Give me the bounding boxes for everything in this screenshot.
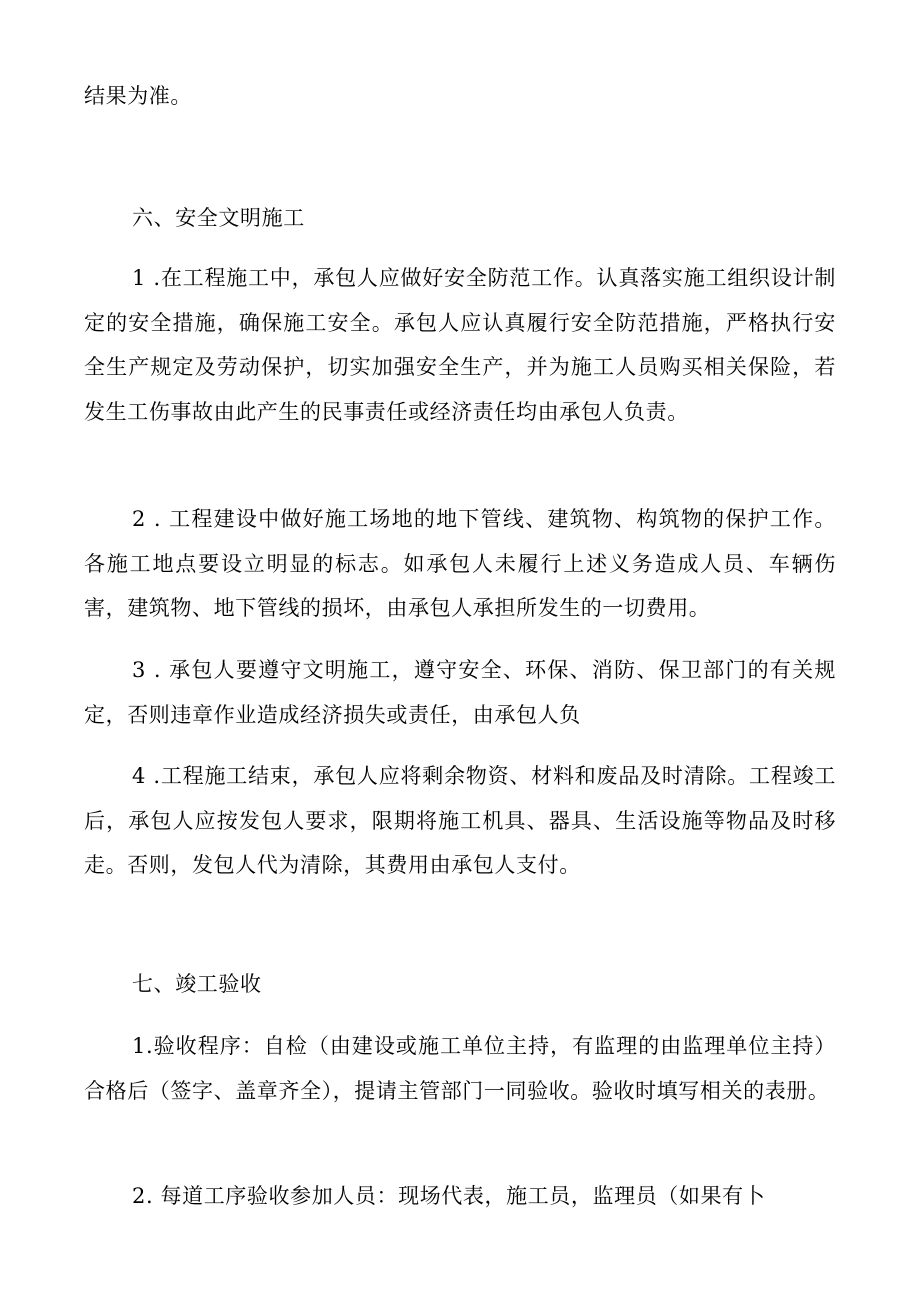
paragraph-continuation: 结果为准。 bbox=[84, 84, 192, 108]
section-heading-safety: 六、安全文明施工 bbox=[132, 206, 305, 230]
safety-item-2: 2 . 工程建设中做好施工场地的地下管线、建筑物、构筑物的保护工作。各施工地点要设立明显的标志。如承包人未履行上述义务造成人员、车辆伤害，建筑物、地下管线的损坏，由承包人承担所发生的一切费用。 bbox=[84, 507, 836, 620]
acceptance-item-1: 1.验收程序：自检（由建设或施工单位主持，有监理的由监理单位主持）合格后（签字、盖章齐全），提请主管部门一同验收。验收时填写相关的表册。 bbox=[84, 1034, 836, 1103]
acceptance-item-2: 2. 每道工序验收参加人员：现场代表，施工员，监理员（如果有卜 bbox=[132, 1184, 766, 1208]
safety-item-1: 1 .在工程施工中，承包人应做好安全防范工作。认真落实施工组织设计制定的安全措施，确保施工安全。承包人应认真履行安全防范措施，严格执行安全生产规定及劳动保护，切实加强安全生产，并为施工人员购买相关保险，若发生工伤事故由此产生的民事责任或经济责任均由承包人负责。 bbox=[84, 266, 836, 424]
safety-item-4: 4 .工程施工结束，承包人应将剩余物资、材料和废品及时清除。工程竣工后，承包人应按发包人要求，限期将施工机具、器具、生活设施等物品及时移走。否则，发包人代为清除，其费用由承包人支付。 bbox=[84, 764, 836, 877]
section-heading-acceptance: 七、竣工验收 bbox=[132, 972, 262, 996]
safety-item-3: 3 . 承包人要遵守文明施工，遵守安全、环保、消防、保卫部门的有关规定，否则违章作业造成经济损失或责任，由承包人负 bbox=[84, 658, 836, 727]
